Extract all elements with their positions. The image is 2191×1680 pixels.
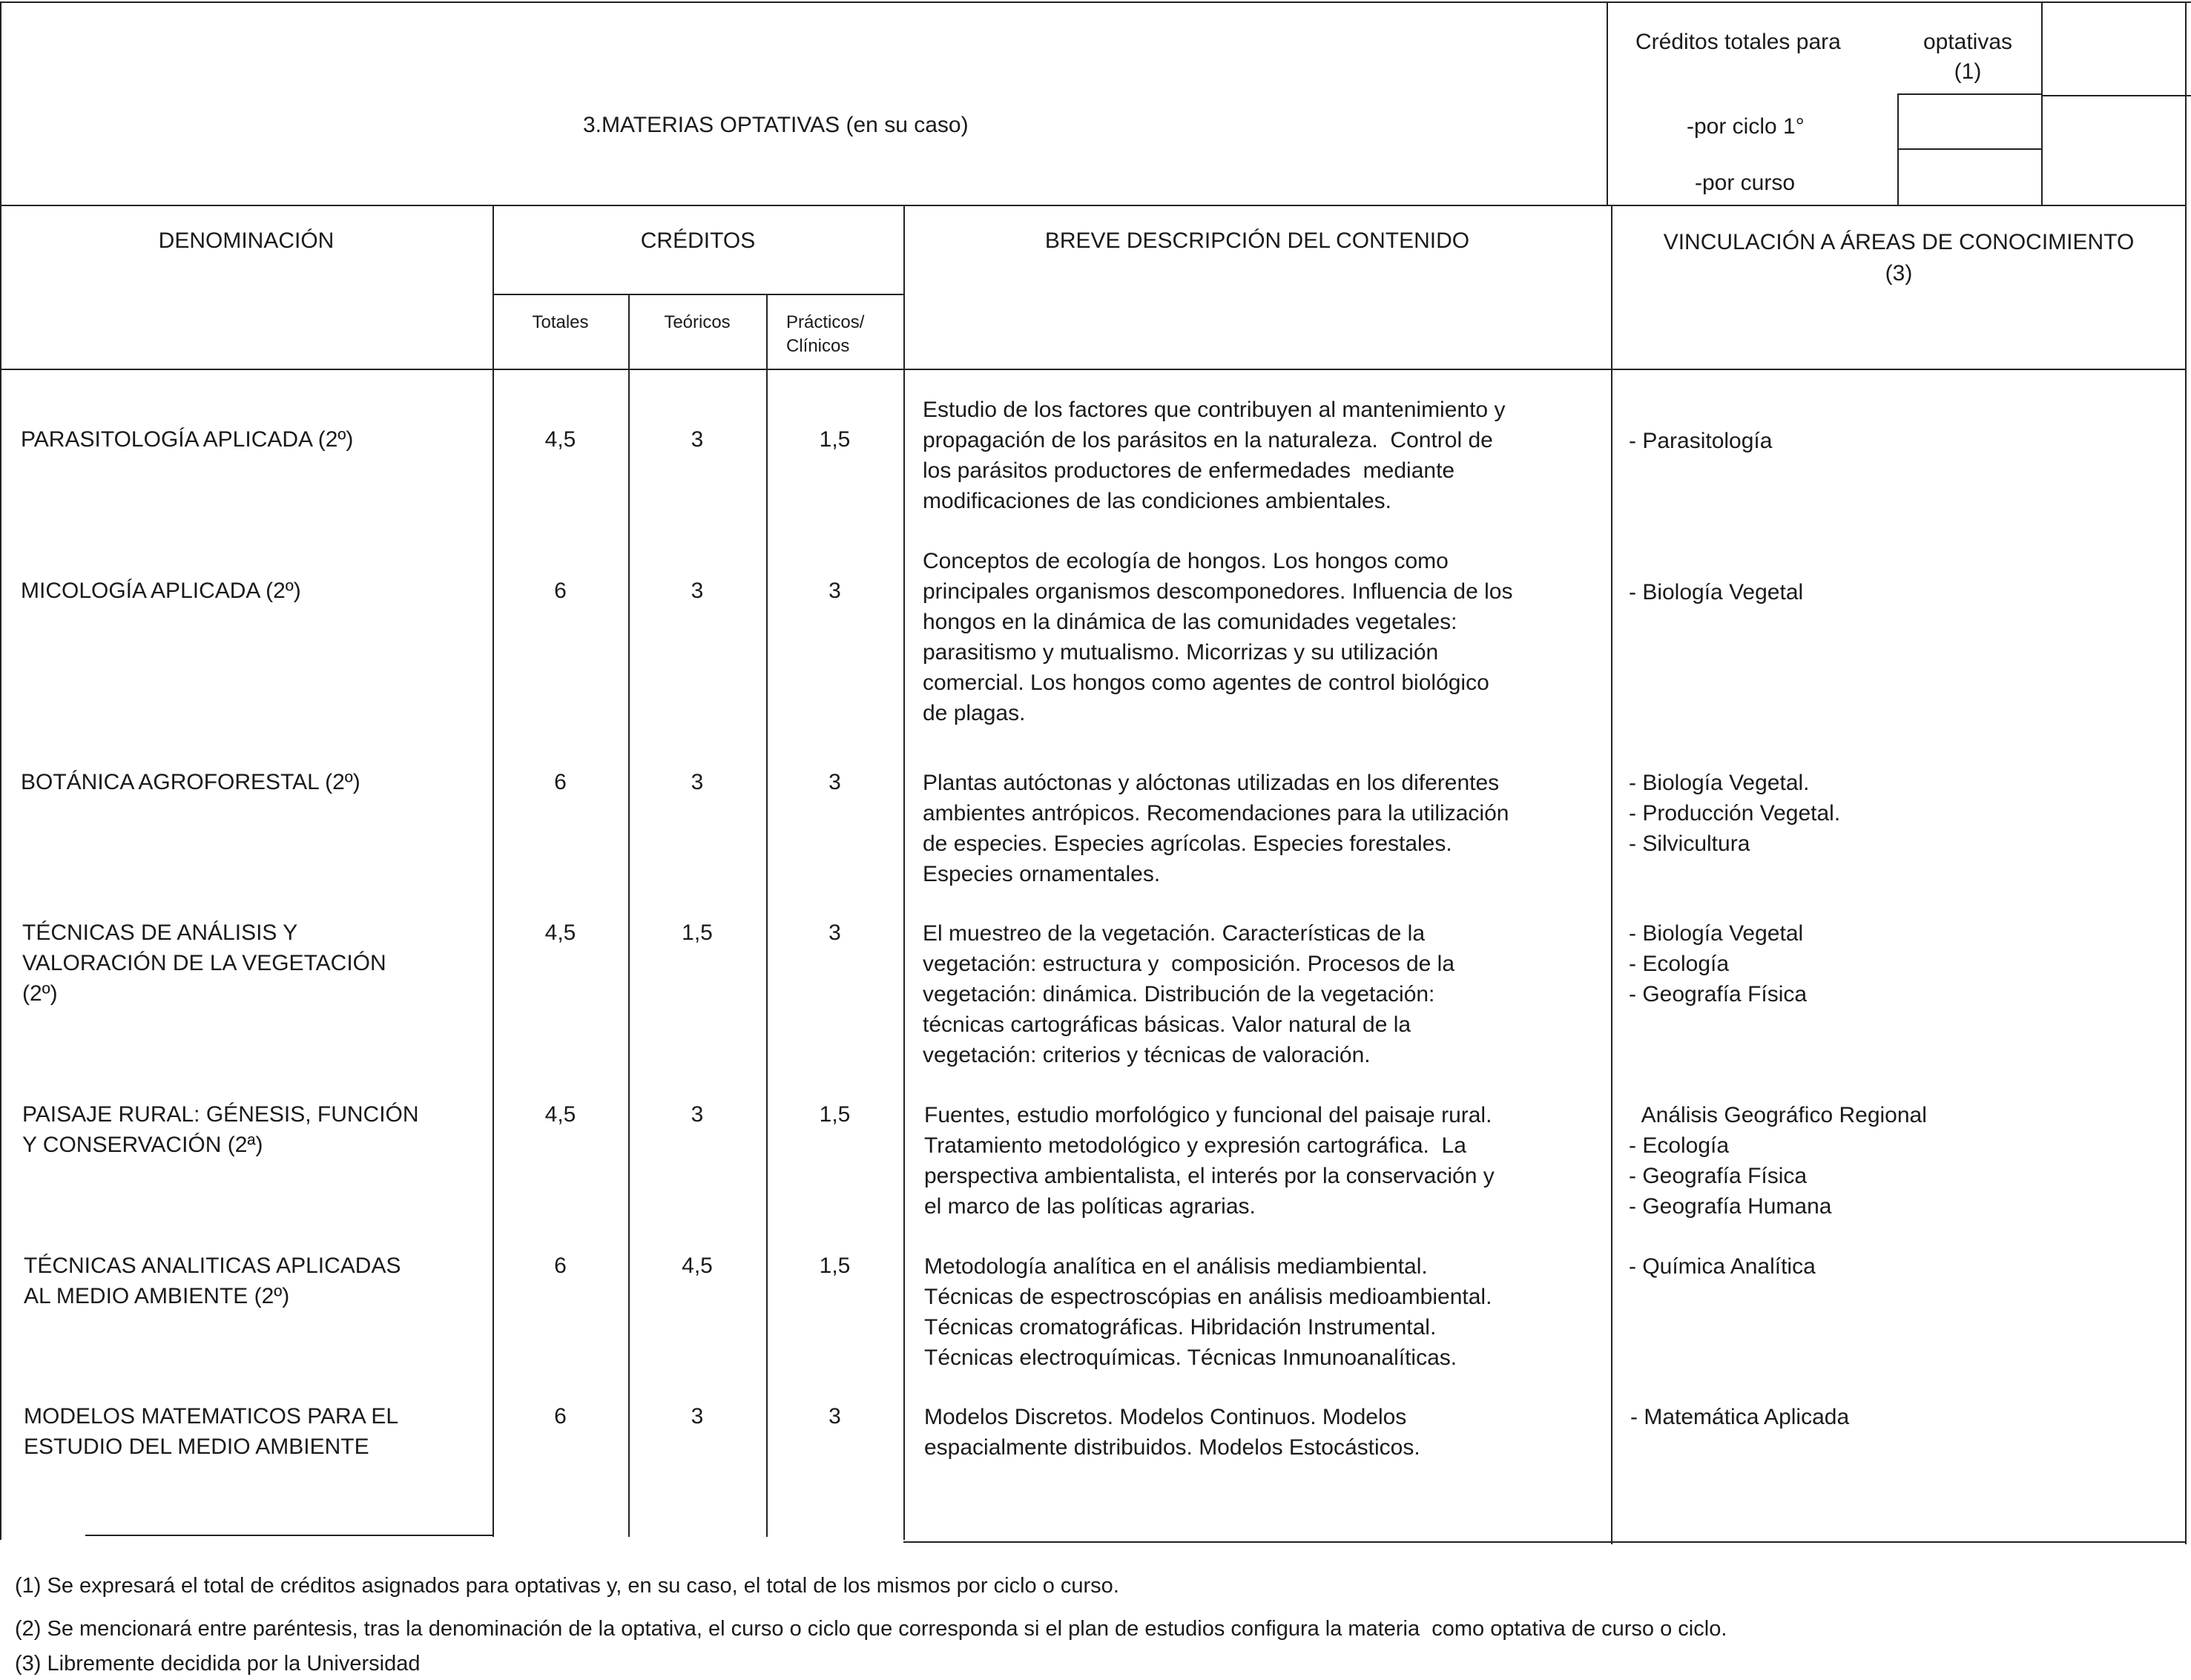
row-practicos: 3 (828, 920, 841, 945)
row-areas: Análisis Geográfico Regional - Ecología - Geografía Física - Geografía Humana (1629, 1103, 1927, 1219)
row-teoricos: 3 (691, 1404, 704, 1429)
optativas-label: optativas (1923, 30, 2013, 54)
rule-top (0, 1, 2191, 3)
creditos-totales-label: Créditos totales para (1635, 30, 1841, 54)
row-areas: - Química Analítica (1629, 1254, 1816, 1279)
rule-header-divider (1607, 1, 1608, 205)
row-denominacion: PARASITOLOGÍA APLICADA (2º) (21, 427, 354, 452)
row-totales: 6 (554, 1254, 567, 1278)
row-descripcion: Estudio de los factores que contribuyen al mantenimiento y propagación de los parásitos en la naturaleza. Control de los parásitos productores de enfermedades mediante modificaciones de las condiciones ambientales. (923, 398, 1506, 513)
row-areas: - Biología Vegetal (1629, 580, 1804, 605)
col-vinculacion-note: (3) (1885, 261, 1913, 286)
footnote-3: (3) Libremente decidida por la Universidad (15, 1652, 421, 1676)
col-vinculacion: VINCULACIÓN A ÁREAS DE CONOCIMIENTO (1663, 230, 2135, 254)
rule-optativas-box-left (2041, 1, 2043, 205)
row-denominacion: PAISAJE RURAL: GÉNESIS, FUNCIÓN Y CONSERVACIÓN (2ª) (22, 1102, 419, 1157)
por-curso-label: -por curso (1695, 171, 1796, 195)
row-denominacion: BOTÁNICA AGROFORESTAL (2º) (21, 770, 360, 794)
row-descripcion: Plantas autóctonas y alóctonas utilizadas en los diferentes ambientes antrópicos. Recomendaciones para la utilización de especies. Especies agrícolas. Especies forestales. Especies ornamentales. (923, 771, 1509, 886)
row-descripcion: Fuentes, estudio morfológico y funcional del paisaje rural. Tratamiento metodológico y expresión cartográfica. La perspectiva ambientalista, el interés por la conservación y el marco de las políticas agrarias. (924, 1103, 1495, 1219)
rule-col-1 (492, 205, 494, 1537)
rule-header-bottom (0, 369, 2187, 370)
col-practicos: Prácticos/ Clínicos (786, 312, 865, 356)
rule-col-2 (628, 294, 630, 1537)
rule-col-3 (766, 294, 768, 1537)
section-title: 3.MATERIAS OPTATIVAS (en su caso) (583, 113, 969, 137)
rule-small-box-mid (1897, 148, 2043, 150)
footnote-2: (2) Se mencionará entre paréntesis, tras la denominación de la optativa, el curso o ciclo que corresponda si el plan de estudios configura la materia como optativa de curso o ciclo. (15, 1617, 1727, 1641)
rule-bottom-left (85, 1535, 492, 1536)
rule-columns-top (0, 205, 2187, 206)
col-teoricos: Teóricos (664, 312, 731, 332)
row-totales: 6 (554, 579, 567, 603)
rule-small-box-top (1897, 93, 2043, 95)
row-practicos: 1,5 (819, 1254, 851, 1278)
row-denominacion: TÉCNICAS ANALITICAS APLICADAS AL MEDIO AMBIENTE (2º) (24, 1254, 401, 1308)
rule-col-4 (903, 205, 905, 1540)
row-totales: 4,5 (544, 427, 576, 452)
row-descripcion: El muestreo de la vegetación. Características de la vegetación: estructura y composición. Procesos de la vegetación: dinámica. Distribución de la vegetación: técnicas cartográficas básicas. Valor natural de la vegetación: criterios y técnicas de valoración. (923, 921, 1455, 1067)
rule-optativas-box-bottom (2041, 95, 2191, 96)
col-creditos: CRÉDITOS (640, 228, 756, 253)
row-teoricos: 3 (691, 579, 704, 603)
rule-col-5 (1611, 205, 1612, 1544)
row-areas: - Matemática Aplicada (1630, 1405, 1850, 1429)
row-totales: 4,5 (544, 920, 576, 945)
row-practicos: 3 (828, 770, 841, 794)
row-areas: - Parasitología (1629, 429, 1773, 453)
optativas-note: (1) (1954, 59, 1982, 84)
row-totales: 6 (554, 770, 567, 794)
por-ciclo-label: -por ciclo 1° (1687, 114, 1805, 139)
row-practicos: 1,5 (819, 1102, 851, 1127)
row-descripcion: Modelos Discretos. Modelos Continuos. Modelos espacialmente distribuidos. Modelos Estocásticos. (924, 1405, 1420, 1460)
row-practicos: 1,5 (819, 427, 851, 452)
row-areas: - Biología Vegetal. - Producción Vegetal. - Silvicultura (1629, 771, 1841, 856)
row-practicos: 3 (828, 1404, 841, 1429)
row-denominacion: TÉCNICAS DE ANÁLISIS Y VALORACIÓN DE LA VEGETACIÓN (2º) (22, 920, 386, 1006)
row-descripcion: Metodología analítica en el análisis mediambiental. Técnicas de espectroscópias en análisis medioambiental. Técnicas cromatográficas. Hibridación Instrumental. Técnicas electroquímicas. Técnicas Inmunoanalíticas. (924, 1254, 1492, 1370)
row-teoricos: 4,5 (682, 1254, 713, 1278)
col-totales: Totales (532, 312, 589, 332)
rule-bottom-right (903, 1541, 2187, 1543)
row-totales: 4,5 (544, 1102, 576, 1127)
col-descripcion: BREVE DESCRIPCIÓN DEL CONTENIDO (1044, 228, 1470, 253)
row-teoricos: 3 (691, 427, 704, 452)
row-teoricos: 3 (691, 1102, 704, 1127)
row-descripcion: Conceptos de ecología de hongos. Los hongos como principales organismos descomponedores. Influencia de los hongos en la dinámica de las comunidades vegetales: parasitismo y mutualismo. Micorrizas y su utilización comercial. Los hongos como agentes de control biológico de plagas. (923, 549, 1513, 725)
rule-creditos-split (492, 294, 903, 295)
row-teoricos: 3 (691, 770, 704, 794)
col-denominacion: DENOMINACIÓN (158, 228, 335, 253)
row-totales: 6 (554, 1404, 567, 1429)
row-areas: - Biología Vegetal - Ecología - Geografía Física (1629, 921, 1808, 1007)
row-teoricos: 1,5 (682, 920, 713, 945)
row-denominacion: MICOLOGÍA APLICADA (2º) (21, 579, 301, 603)
row-practicos: 3 (828, 579, 841, 603)
row-denominacion: MODELOS MATEMATICOS PARA EL ESTUDIO DEL MEDIO AMBIENTE (24, 1404, 399, 1459)
footnote-1: (1) Se expresará el total de créditos asignados para optativas y, en su caso, el total de los mismos por ciclo o curso. (15, 1574, 1119, 1598)
